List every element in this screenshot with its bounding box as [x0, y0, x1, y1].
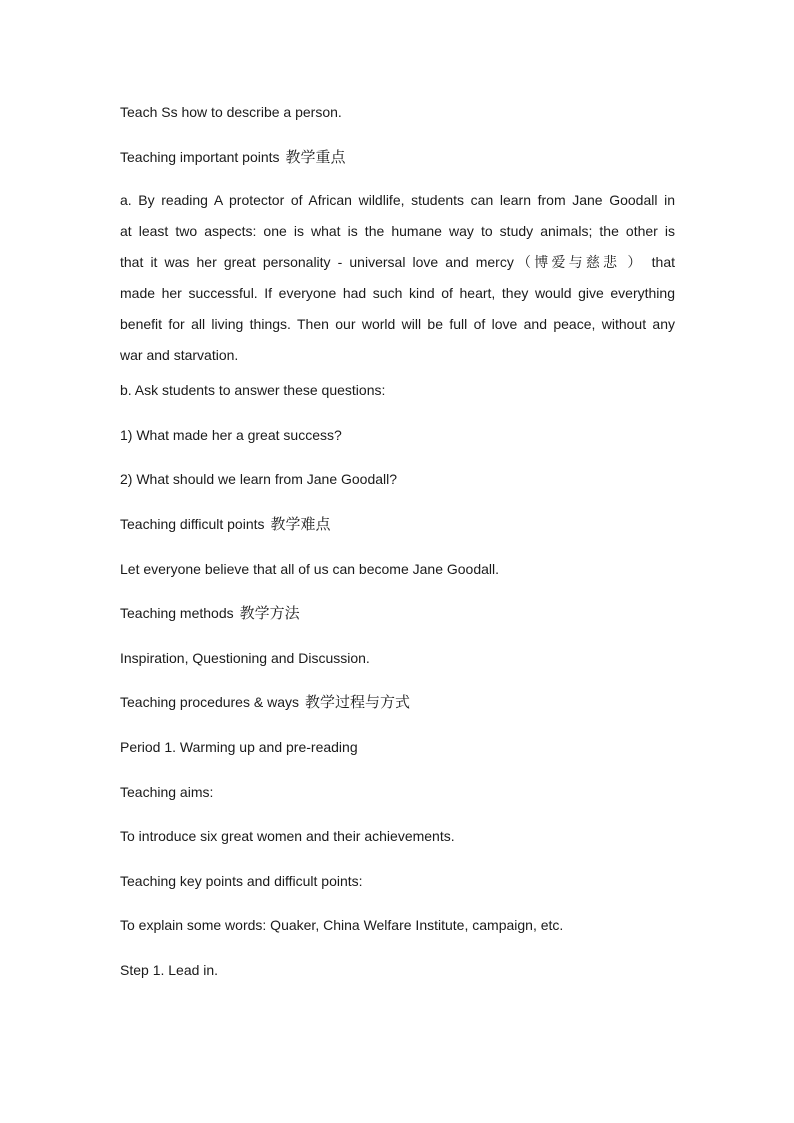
heading-important-points-zh: 教学重点	[285, 147, 346, 166]
question-2: 2) What should we learn from Jane Goodall?	[120, 471, 398, 488]
key-points-label: Teaching key points and difficult points:	[120, 872, 363, 889]
teaching-aims-text: To introduce six great women and their achievements.	[120, 828, 455, 845]
heading-difficult-points	[120, 513, 675, 558]
heading-important-points	[120, 146, 675, 191]
paragraph-a-line-3: that it was her great personality - universal love and mercy（博爱与慈悲 ） that	[120, 254, 675, 271]
paragraph-a-line-6: war and starvation.	[120, 347, 239, 364]
heading-procedures-zh: 教学过程与方式	[305, 693, 411, 712]
believe-text: Let everyone believe that all of us can become Jane Goodall.	[120, 560, 500, 577]
paragraph-a	[120, 185, 675, 371]
paragraph-a-line-1: a. By reading A protector of African wildlife, students can learn from Jane Goodall in	[120, 192, 675, 209]
heading-methods	[120, 602, 675, 647]
heading-difficult-points-zh: 教学难点	[270, 514, 331, 533]
document-body	[120, 101, 675, 1004]
paragraph-a-line-4: made her successful. If everyone had such kind of heart, they would give everything	[120, 285, 675, 302]
paragraph-a-line-5: benefit for all living things. Then our world will be full of love and peace, without any	[120, 316, 675, 333]
heading-difficult-points-en: Teaching difficult points	[120, 515, 265, 532]
heading-methods-zh: 教学方法	[239, 604, 300, 623]
heading-procedures-en: Teaching procedures & ways	[120, 694, 299, 711]
heading-methods-en: Teaching methods	[120, 605, 234, 622]
period-heading: Period 1. Warming up and pre-reading	[120, 738, 358, 755]
objective-text: Teach Ss how to describe a person.	[120, 104, 342, 120]
step-1-heading: Step 1. Lead in.	[120, 961, 219, 978]
methods-text: Inspiration, Questioning and Discussion.	[120, 649, 370, 666]
question-1: 1) What made her a great success?	[120, 426, 342, 443]
paragraph-a-line-2: at least two aspects: one is what is the humane way to study animals; the other is	[120, 223, 675, 240]
teaching-aims-label: Teaching aims:	[120, 783, 214, 800]
heading-important-points-en: Teaching important points	[120, 148, 280, 165]
key-points-text: To explain some words: Quaker, China Welfare Institute, campaign, etc.	[120, 917, 564, 934]
paragraph-b: b. Ask students to answer these questions:	[120, 382, 386, 399]
heading-procedures	[120, 691, 675, 736]
